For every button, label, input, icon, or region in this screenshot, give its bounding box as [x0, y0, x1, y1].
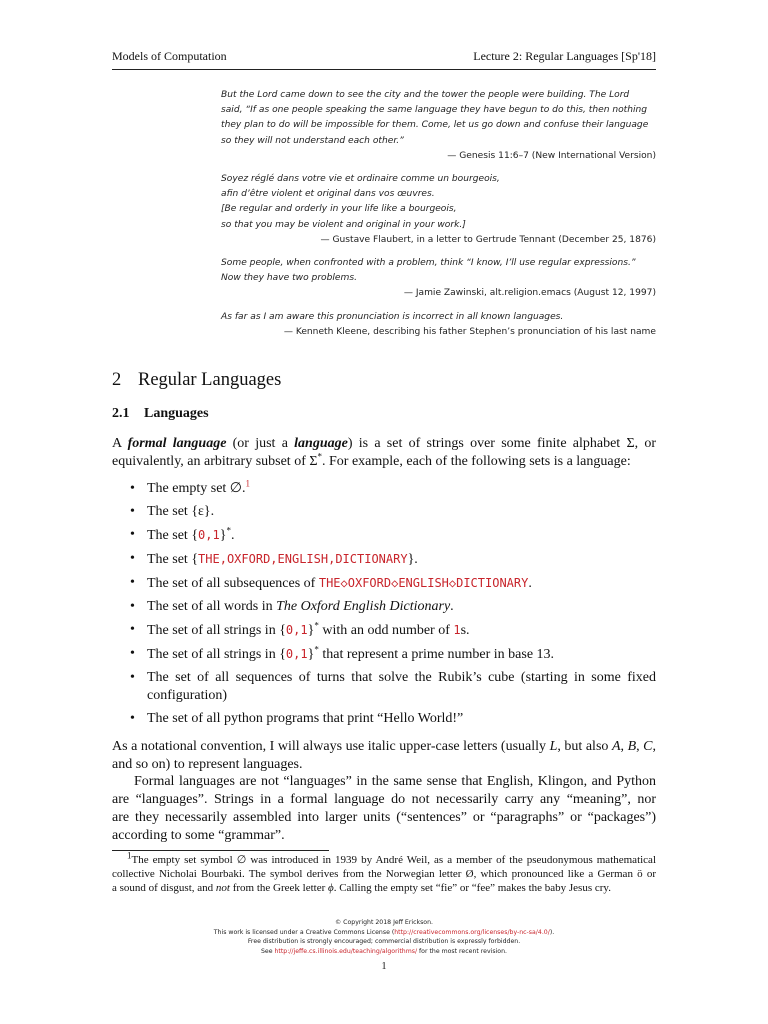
text-line: a sound of disgust, and not from the Greek letter ϕ. Calling the empty set “fie” or “fee” makes the baby Jesus cry.	[112, 882, 611, 894]
epigraph-genesis	[221, 88, 656, 164]
license-line: This work is licensed under a Creative Commons License (http://creativecommons.org/licenses/by-nc-sa/4.0/).	[213, 928, 555, 936]
formal-languages-paragraph	[112, 773, 656, 845]
epigraph-zawinski	[221, 256, 656, 302]
distribution-line: Free distribution is strongly encouraged; commercial distribution is expressly forbidden.	[247, 938, 521, 946]
copyright-line: © Copyright 2018 Jeff Erickson.	[335, 919, 433, 926]
subsection-title: Languages	[144, 406, 209, 421]
example-languages-list	[130, 480, 656, 728]
quote-line: said, “If as one people speaking the same language they have begun to do this, then nothing	[221, 105, 648, 116]
text-line: $^1$The empty set symbol ∅ was introduced in 1939 by André Weil, as a member of the pseudonymous mathematical	[127, 850, 656, 866]
notation-paragraph	[112, 738, 656, 774]
header-rule	[112, 69, 656, 70]
text-line: As a notational convention, I will always use italic upper-case letters (usually L, but also A, B, C,	[112, 739, 657, 754]
footnote	[112, 850, 656, 895]
quote-line: Soyez réglé dans votre vie et ordinaire comme un bourgeois,	[221, 174, 500, 185]
footnote-rule	[112, 850, 329, 851]
subsection-heading	[112, 406, 209, 422]
list-item: • The set of all strings in {0,1}* with an odd number of 1s.	[130, 620, 470, 638]
quote-line: [Be regular and orderly in your life like a bourgeois,	[221, 204, 457, 215]
epigraph-source: — Jamie Zawinski, alt.religion.emacs (August 12, 1997)	[403, 288, 656, 299]
epigraph-quote	[221, 256, 656, 286]
license-link[interactable]: http://creativecommons.org/licenses/by-nc-sa/4.0/	[394, 928, 550, 936]
list-item: • The set of all words in The Oxford English Dictionary.	[130, 599, 454, 614]
section-number: 2	[112, 370, 122, 390]
epigraph-flaubert	[221, 172, 656, 248]
quote-line: they plan to do will be impossible for them. Come, let us go down and confuse their language	[221, 120, 649, 131]
license-footer	[112, 918, 656, 956]
page-number: 1	[381, 961, 387, 972]
term-language: language	[294, 436, 348, 451]
text-line: are they necessarily assembled into larger units (“sentences” or “paragraphs” or “packages”)	[112, 810, 656, 825]
term-formal-language: formal language	[127, 436, 227, 451]
list-item: • The set {ε}.	[130, 504, 215, 519]
footnote-ref[interactable]: 1	[245, 478, 251, 489]
lecture-title: Lecture 2: Regular Languages [Sp'18]	[473, 49, 656, 63]
quote-line: Some people, when confronted with a problem, think “I know, I’ll use regular expressions.”	[221, 258, 636, 269]
subsection-number: 2.1	[112, 406, 130, 421]
epigraph-quote	[221, 310, 656, 325]
epigraph-quote	[221, 172, 656, 233]
list-item: • The set of all strings in {0,1}* that represent a prime number in base 13.	[130, 644, 555, 662]
quote-line: so they will not understand each other.”	[221, 135, 404, 146]
text-line: and so on) to represent languages.	[112, 757, 303, 772]
section-title: Regular Languages	[138, 370, 282, 390]
epigraphs	[221, 88, 656, 348]
course-website-link[interactable]: http://jeffe.cs.illinois.edu/teaching/algorithms/	[274, 947, 418, 955]
book-title: The Oxford English Dictionary	[276, 599, 451, 614]
footnote-mark: 1	[127, 850, 132, 861]
list-item: • The set of all subsequences of THE◇OXFORD◇ENGLISH◇DICTIONARY.	[130, 575, 532, 591]
epigraph-quote	[221, 88, 656, 149]
list-item: • The set {THE,OXFORD,ENGLISH,DICTIONARY}.	[130, 551, 418, 567]
quote-line: Now they have two problems.	[221, 273, 358, 284]
running-header	[112, 49, 656, 64]
list-item: • The set {0,1}*.	[130, 525, 235, 543]
course-title: Models of Computation	[112, 49, 227, 63]
list-item: • The set of all sequences of turns that solve the Rubik’s cube (starting in some fixed configuration)	[130, 670, 656, 703]
text-line: A formal language (or just a language) is a set of strings over some finite alphabet Σ, or	[112, 436, 656, 451]
epigraph-source: — Genesis 11:6–7 (New International Version)	[447, 150, 656, 161]
text-line: Formal languages are not “languages” in the same sense that English, Klingon, and Python	[134, 774, 656, 789]
quote-line: As far as I am aware this pronunciation is incorrect in all known languages.	[221, 311, 564, 322]
epigraph-source: — Gustave Flaubert, in a letter to Gertrude Tennant (December 25, 1876)	[320, 234, 656, 245]
quote-line: But the Lord came down to see the city and the tower the people were building. The Lord	[221, 90, 630, 100]
list-item: • The empty set ∅.$^1$	[130, 478, 251, 496]
list-item: • The set of all python programs that print “Hello World!”	[130, 711, 464, 726]
text-line: equivalently, an arbitrary subset of Σ*. For example, each of the following sets is a language:	[112, 451, 631, 469]
text-line: are “languages”. Strings in a formal language do not necessarily carry any “meaning”, nor	[112, 792, 656, 807]
intro-paragraph	[112, 435, 656, 471]
revision-line: See http://jeffe.cs.illinois.edu/teaching/algorithms/ for the most recent revision.	[261, 947, 507, 955]
text-line: collective Nicholai Bourbaki. The symbol derives from the Norwegian letter Ø, which pronounced like a German ö or	[112, 868, 656, 880]
epigraph-kleene	[221, 310, 656, 340]
text-line: according to some “grammar”.	[112, 828, 285, 843]
quote-line: so that you may be violent and original in your work.]	[221, 219, 466, 230]
section-heading	[112, 370, 281, 391]
epigraph-source: — Kenneth Kleene, describing his father Stephen’s pronunciation of his last name	[283, 326, 656, 337]
quote-line: afin d’être violent et original dans vos œuvres.	[221, 189, 435, 200]
